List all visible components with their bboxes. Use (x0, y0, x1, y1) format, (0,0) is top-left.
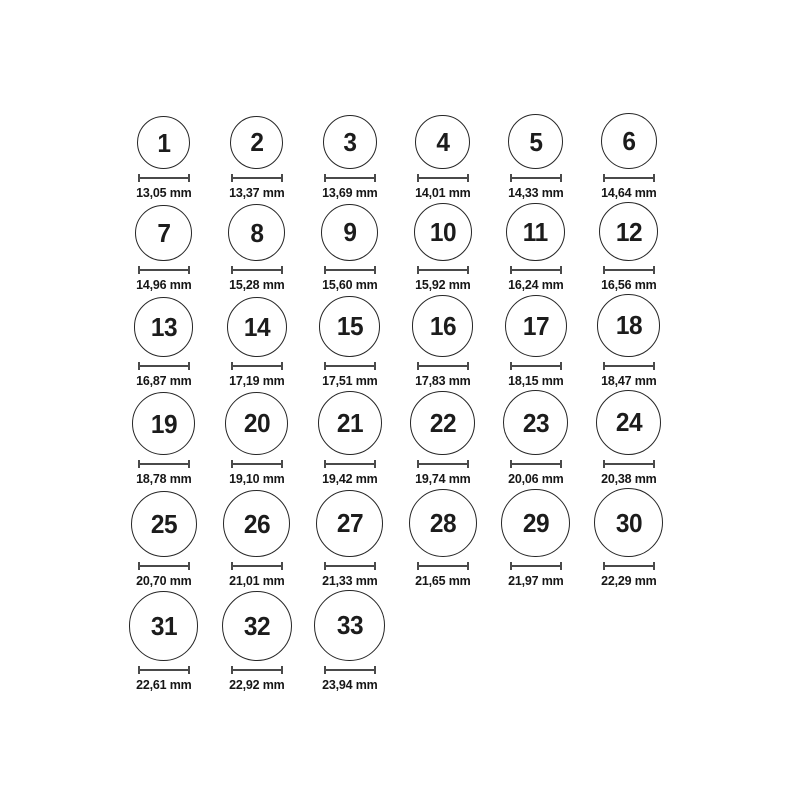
diameter-ruler-icon (138, 666, 190, 674)
ring-circle (137, 116, 190, 169)
diameter-label: 19,74 mm (414, 471, 471, 486)
ring-size-cell (582, 113, 675, 200)
diameter-label: 22,61 mm (135, 676, 192, 692)
diameter-ruler-icon (138, 460, 190, 468)
diameter-label: 17,19 mm (228, 372, 285, 388)
ring-size-row (117, 113, 675, 200)
ring-circle (506, 203, 565, 262)
ring-size-cell (582, 294, 675, 388)
diameter-ruler-icon (231, 460, 283, 468)
diameter-ruler-icon (417, 460, 469, 468)
diameter-label: 14,64 mm (600, 185, 657, 200)
ring-size-number: 25 (150, 509, 177, 539)
diameter-label: 20,38 mm (600, 471, 657, 486)
diameter-label: 14,96 mm (135, 277, 192, 292)
diameter-label: 19,10 mm (228, 471, 285, 486)
ring-circle (321, 204, 379, 262)
diameter-label: 21,65 mm (414, 573, 471, 588)
ring-size-cell (117, 491, 210, 588)
ring-circle (323, 115, 377, 169)
ring-size-row (117, 488, 675, 588)
ring-circle (599, 202, 658, 261)
ring-size-cell (210, 392, 303, 487)
ring-size-number: 31 (150, 610, 177, 641)
diameter-label: 15,92 mm (414, 277, 471, 292)
diameter-label: 22,92 mm (228, 676, 285, 692)
diameter-ruler-icon (510, 562, 562, 570)
ring-circle (594, 488, 663, 557)
ring-size-grid (117, 113, 675, 694)
ring-size-cell (210, 490, 303, 588)
ring-size-cell (396, 115, 489, 201)
ring-size-cell (489, 114, 582, 200)
ring-circle (412, 295, 474, 357)
diameter-ruler-icon (510, 362, 562, 370)
ring-size-number: 7 (156, 217, 171, 248)
ring-size-number: 9 (342, 217, 357, 248)
diameter-ruler-icon (510, 174, 562, 182)
diameter-ruler-icon (138, 362, 190, 370)
ring-size-number: 5 (528, 126, 543, 157)
diameter-ruler-icon (324, 562, 376, 570)
ring-size-number: 13 (150, 311, 177, 342)
ring-size-cell (117, 116, 210, 200)
ring-size-number: 26 (243, 508, 270, 539)
diameter-ruler-icon (603, 266, 655, 274)
diameter-label: 22,29 mm (600, 573, 657, 588)
ring-size-cell (396, 391, 489, 487)
ring-circle (503, 390, 568, 455)
ring-size-number: 17 (522, 310, 549, 341)
ring-circle (596, 390, 662, 456)
diameter-ruler-icon (417, 266, 469, 274)
diameter-ruler-icon (231, 266, 283, 274)
ring-circle (409, 489, 477, 557)
diameter-ruler-icon (603, 460, 655, 468)
ring-size-cell (582, 202, 675, 292)
diameter-ruler-icon (324, 666, 376, 674)
diameter-ruler-icon (138, 266, 190, 274)
ring-circle (508, 114, 563, 169)
diameter-ruler-icon (324, 460, 376, 468)
ring-size-cell (489, 295, 582, 388)
ring-size-number: 2 (249, 127, 264, 158)
ring-size-number: 29 (522, 507, 549, 538)
diameter-label: 20,06 mm (507, 471, 564, 486)
ring-size-number: 19 (150, 408, 177, 439)
diameter-label: 13,05 mm (135, 185, 192, 200)
ring-size-number: 28 (429, 508, 456, 538)
diameter-label: 18,15 mm (507, 372, 564, 388)
ring-size-row (117, 590, 675, 692)
ring-size-number: 22 (429, 407, 456, 438)
ring-size-number: 32 (243, 610, 270, 641)
ring-size-cell (396, 203, 489, 292)
diameter-ruler-icon (324, 362, 376, 370)
diameter-ruler-icon (510, 266, 562, 274)
ring-size-cell (303, 490, 396, 589)
ring-circle (132, 392, 195, 455)
diameter-label: 15,28 mm (228, 277, 285, 292)
diameter-ruler-icon (603, 362, 655, 370)
diameter-label: 16,56 mm (600, 277, 657, 292)
diameter-ruler-icon (603, 174, 655, 182)
diameter-ruler-icon (231, 562, 283, 570)
ring-circle (223, 490, 290, 557)
diameter-label: 13,37 mm (228, 185, 285, 200)
ring-size-number: 12 (615, 216, 642, 247)
diameter-ruler-icon (231, 174, 283, 182)
ring-size-number: 24 (615, 407, 642, 438)
ring-size-row (117, 390, 675, 487)
ring-circle (319, 296, 380, 357)
diameter-label: 17,83 mm (414, 372, 471, 388)
ring-circle (135, 205, 192, 262)
diameter-label: 19,42 mm (321, 471, 378, 486)
diameter-label: 21,97 mm (507, 573, 564, 588)
ring-size-cell (210, 297, 303, 388)
ring-circle (415, 115, 470, 170)
ring-circle (228, 204, 285, 261)
ring-size-cell (303, 391, 396, 486)
diameter-ruler-icon (417, 362, 469, 370)
ring-circle (501, 489, 570, 558)
diameter-label: 16,24 mm (507, 277, 564, 292)
diameter-ruler-icon (324, 266, 376, 274)
diameter-label: 13,69 mm (321, 185, 378, 200)
ring-size-cell (117, 392, 210, 486)
ring-circle (225, 392, 289, 456)
ring-size-row (117, 202, 675, 292)
ring-size-number: 15 (336, 311, 363, 342)
ring-size-cell (117, 205, 210, 293)
diameter-label: 14,01 mm (414, 185, 471, 200)
diameter-ruler-icon (138, 562, 190, 570)
ring-size-number: 33 (336, 610, 363, 641)
diameter-label: 16,87 mm (135, 372, 192, 388)
ring-circle (410, 391, 475, 456)
ring-size-cell (582, 488, 675, 588)
diameter-ruler-icon (231, 666, 283, 674)
ring-size-cell (303, 204, 396, 293)
diameter-label: 20,70 mm (135, 573, 192, 588)
ring-circle (230, 116, 284, 170)
diameter-ruler-icon (417, 174, 469, 182)
ring-circle (316, 490, 384, 558)
ring-size-cell (582, 390, 675, 487)
ring-size-number: 30 (615, 507, 642, 538)
ring-size-cell (303, 590, 396, 692)
ring-circle (597, 294, 660, 357)
diameter-label: 21,33 mm (321, 573, 378, 588)
ring-size-cell (396, 489, 489, 588)
ring-size-cell (303, 115, 396, 200)
diameter-ruler-icon (510, 460, 562, 468)
ring-circle (134, 297, 194, 357)
ring-size-cell (489, 489, 582, 589)
ring-size-number: 11 (523, 216, 548, 247)
ring-circle (129, 591, 199, 661)
ring-size-number: 27 (336, 508, 363, 539)
ring-circle (131, 491, 197, 557)
ring-circle (227, 297, 287, 357)
ring-size-number: 10 (429, 217, 456, 247)
ring-size-cell (489, 390, 582, 486)
ring-circle (601, 113, 657, 169)
diameter-ruler-icon (138, 174, 190, 182)
diameter-label: 18,47 mm (600, 372, 657, 388)
ring-size-cell (396, 295, 489, 388)
diameter-label: 14,33 mm (507, 185, 564, 200)
diameter-label: 17,51 mm (321, 372, 378, 388)
ring-size-cell (210, 116, 303, 201)
ring-size-number: 23 (522, 407, 549, 438)
ring-circle (222, 591, 292, 661)
diameter-label: 21,01 mm (228, 573, 285, 588)
ring-size-number: 4 (435, 126, 450, 157)
ring-circle (318, 391, 382, 455)
ring-circle (314, 590, 385, 661)
ring-size-number: 18 (615, 310, 642, 341)
ring-size-cell (210, 591, 303, 692)
ring-size-number: 14 (243, 311, 270, 342)
ring-size-number: 20 (243, 408, 270, 439)
ring-size-number: 21 (336, 408, 363, 438)
ring-size-number: 3 (342, 127, 357, 157)
ring-size-cell (210, 204, 303, 292)
ring-size-number: 6 (621, 126, 636, 156)
ring-size-number: 1 (156, 127, 171, 158)
ring-size-cell (303, 296, 396, 388)
diameter-ruler-icon (324, 174, 376, 182)
diameter-label: 23,94 mm (321, 676, 378, 692)
ring-circle (414, 203, 472, 261)
diameter-label: 18,78 mm (135, 471, 192, 486)
ring-circle (505, 295, 567, 357)
ring-size-number: 8 (249, 217, 264, 248)
diameter-ruler-icon (231, 362, 283, 370)
diameter-label: 15,60 mm (321, 277, 378, 292)
ring-size-row (117, 294, 675, 388)
ring-size-cell (489, 203, 582, 293)
diameter-ruler-icon (603, 562, 655, 570)
diameter-ruler-icon (417, 562, 469, 570)
ring-size-cell (117, 591, 210, 692)
ring-size-number: 16 (429, 310, 456, 341)
ring-size-cell (117, 297, 210, 388)
